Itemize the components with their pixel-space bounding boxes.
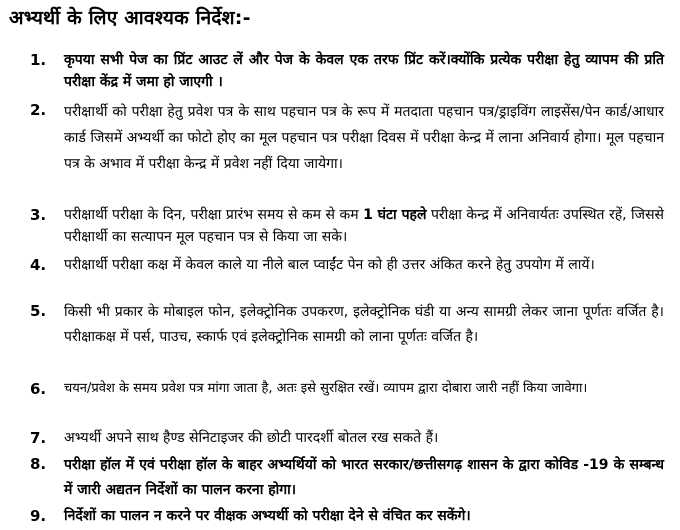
item-number: 1. xyxy=(30,51,47,69)
item-number: 6. xyxy=(30,380,47,398)
item-text: किसी भी प्रकार के मोबाइल फोन, इलेक्ट्रोनिक उपकरण, इलेक्ट्रोनिक घंडी या अन्य सामग्री लेकर जाना पूर्णतः वर्जित है। परीक्षाकक्ष में पर्स, पाउच, स्कार्फ एवं इलेक्ट्रोनिक सामग्री को लाना पूर्णतः वर्जित है। xyxy=(64,304,664,345)
instruction-item-6 xyxy=(30,378,670,400)
item-number: 2. xyxy=(30,101,47,119)
instruction-item-5 xyxy=(30,300,670,350)
item-text xyxy=(64,204,664,248)
item-number: 3. xyxy=(30,206,47,224)
item-number: 5. xyxy=(30,302,47,320)
item-number: 7. xyxy=(30,429,47,447)
instruction-item-2 xyxy=(30,99,670,177)
item-number: 4. xyxy=(30,256,47,274)
item-text-part: परीक्षा केन्द्र में अनिवार्यतः उपस्थित रहें, जिससे परीक्षार्थी का सत्यापन मूल पहचान पत्र से किया जा सके। xyxy=(64,207,664,245)
instruction-item-3 xyxy=(30,204,670,248)
instruction-item-9 xyxy=(30,505,670,527)
item-text: परीक्षार्थी को परीक्षा हेतु प्रवेश पत्र के साथ पहचान पत्र के रूप में मतदाता पहचान पत्र/ड्राइविंग लाइसेंस/पेन कार्ड/आधार कार्ड जिसमें अभ्यर्थी का फोटो होए का मूल पहचान पत्र परीक्षा दिवस में परीक्षा केन्द्र में लाना अनिवार्य होगा। मूल पहचान पत्र के अभाव में परीक्षा केन्द्र में प्रवेश नहीं दिया जायेगा। xyxy=(64,104,664,172)
instruction-item-4 xyxy=(30,254,670,276)
item-text: परीक्षार्थी परीक्षा कक्ष में केवल काले या नीले बाल प्वाईंट पेन को ही उत्तर अंकित करने हेतु उपयोग में लायें। xyxy=(64,257,595,273)
instruction-item-7 xyxy=(30,427,670,449)
item-text: परीक्षा हॉल में एवं परीक्षा हॉल के बाहर अभ्यर्थियों को भारत सरकार/छत्तीसगढ़ शासन के द्वारा कोविड -19 के सम्बन्ध में जारी अद्यतन निर्देशों का पालन करना होगा। xyxy=(64,457,664,498)
item-text-part: परीक्षार्थी परीक्षा के दिन, परीक्षा प्रारंभ समय से कम से कम xyxy=(64,207,364,223)
instruction-item-1 xyxy=(30,49,670,93)
item-number: 8. xyxy=(30,455,47,473)
item-number: 9. xyxy=(30,507,47,525)
item-text: चयन/प्रवेश के समय प्रवेश पत्र मांगा जाता है, अतः इसे सुरक्षित रखें। व्यापम द्वारा दोबारा जारी नहीं किया जावेगा। xyxy=(64,381,588,396)
item-text: अभ्यर्थी अपने साथ हैण्ड सेनिटाइजर की छोटी पारदर्शी बोतल रख सकते हैं। xyxy=(64,430,439,446)
item-text: कृपया सभी पेज का प्रिंट आउट लें और पेज के केवल एक तरफ प्रिंट करें।क्योंकि प्रत्येक परीक्षा हेतु व्यापम की प्रति परीक्षा केंद्र में जमा हो जाएगी । xyxy=(64,52,664,90)
page-title: अभ्यर्थी के लिए आवश्यक निर्देश:- xyxy=(9,7,251,29)
item-text: निर्देशों का पालन न करने पर वीक्षक अभ्यर्थी को परीक्षा देने से वंचित कर सकेंगे। xyxy=(64,508,471,524)
item-text-emphasis: 1 घंटा पहले xyxy=(363,207,427,223)
instruction-item-8 xyxy=(30,453,670,503)
